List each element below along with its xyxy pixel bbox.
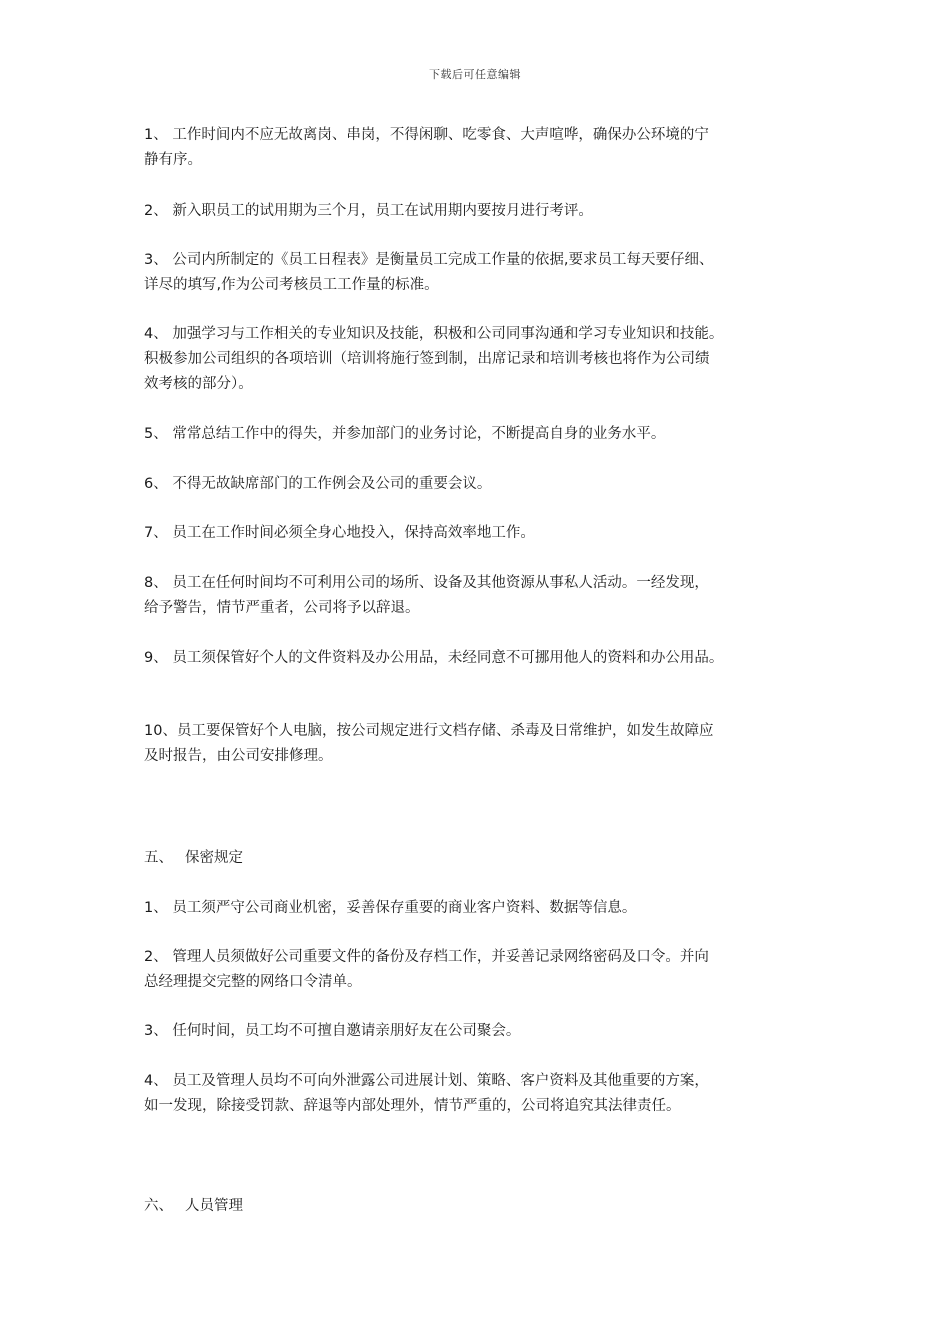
text-line: 1、 员工须严守公司商业机密，妥善保存重要的商业客户资料、数据等信息。 [144, 900, 637, 916]
list-item-a10 [144, 719, 812, 769]
section-heading-six [144, 1194, 243, 1219]
text-line: 给予警告，情节严重者，公司将予以辞退。 [144, 600, 420, 616]
section-number: 六、 [144, 1198, 173, 1214]
text-line: 效考核的部分）。 [144, 376, 253, 392]
list-item-a2 [144, 199, 812, 224]
list-item-a9 [144, 646, 812, 671]
text-line: 积极参加公司组织的各项培训（培训将施行签到制，出席记录和培训考核也将作为公司绩 [144, 351, 710, 367]
list-item-five-3 [144, 1019, 812, 1044]
list-item-five-1 [144, 896, 812, 921]
text-line: 10、员工要保管好个人电脑，按公司规定进行文档存储、杀毒及日常维护，如发生故障应 [144, 723, 714, 739]
text-line: 5、 常常总结工作中的得失，并参加部门的业务讨论，不断提高自身的业务水平。 [144, 426, 666, 442]
list-item-a8 [144, 571, 812, 621]
text-line: 如一发现，除接受罚款、辞退等内部处理外，情节严重的，公司将追究其法律责任。 [144, 1098, 681, 1114]
text-line: 静有序。 [144, 152, 202, 168]
list-item-five-2 [144, 945, 812, 995]
text-line: 3、 公司内所制定的《员工日程表》是衡量员工完成工作量的依据,要求员工每天要仔细、 [144, 252, 714, 268]
text-line: 4、 员工及管理人员均不可向外泄露公司进展计划、策略、客户资料及其他重要的方案， [144, 1073, 709, 1089]
section-number: 五、 [144, 850, 173, 866]
text-line: 详尽的填写,作为公司考核员工工作量的标准。 [144, 277, 439, 293]
text-line: 6、 不得无故缺席部门的工作例会及公司的重要会议。 [144, 476, 492, 492]
text-line: 3、 任何时间，员工均不可擅自邀请亲朋好友在公司聚会。 [144, 1023, 521, 1039]
list-item-a3 [144, 248, 812, 298]
header-note: 下载后可任意编辑 [429, 68, 521, 81]
text-line: 7、 员工在工作时间必须全身心地投入，保持高效率地工作。 [144, 525, 535, 541]
list-item-a6 [144, 472, 812, 497]
list-item-a1 [144, 123, 812, 173]
text-line: 2、 新入职员工的试用期为三个月，员工在试用期内要按月进行考评。 [144, 203, 593, 219]
text-line: 及时报告，由公司安排修理。 [144, 748, 333, 764]
list-item-a4 [144, 322, 812, 397]
section-title: 人员管理 [185, 1198, 243, 1214]
text-line: 2、 管理人员须做好公司重要文件的备份及存档工作，并妥善记录网络密码及口令。并向 [144, 949, 709, 965]
list-item-a5 [144, 422, 812, 447]
list-item-a7 [144, 521, 812, 546]
section-heading-five [144, 846, 243, 871]
section-title: 保密规定 [185, 850, 243, 866]
text-line: 总经理提交完整的网络口令清单。 [144, 974, 362, 990]
text-line: 4、 加强学习与工作相关的专业知识及技能，积极和公司同事沟通和学习专业知识和技能。 [144, 326, 724, 342]
text-line: 8、 员工在任何时间均不可利用公司的场所、设备及其他资源从事私人活动。一经发现， [144, 575, 709, 591]
text-line: 9、 员工须保管好个人的文件资料及办公用品，未经同意不可挪用他人的资料和办公用品。 [144, 650, 724, 666]
text-line: 1、 工作时间内不应无故离岗、串岗，不得闲聊、吃零食、大声喧哗，确保办公环境的宁 [144, 127, 709, 143]
list-item-five-4 [144, 1069, 812, 1119]
